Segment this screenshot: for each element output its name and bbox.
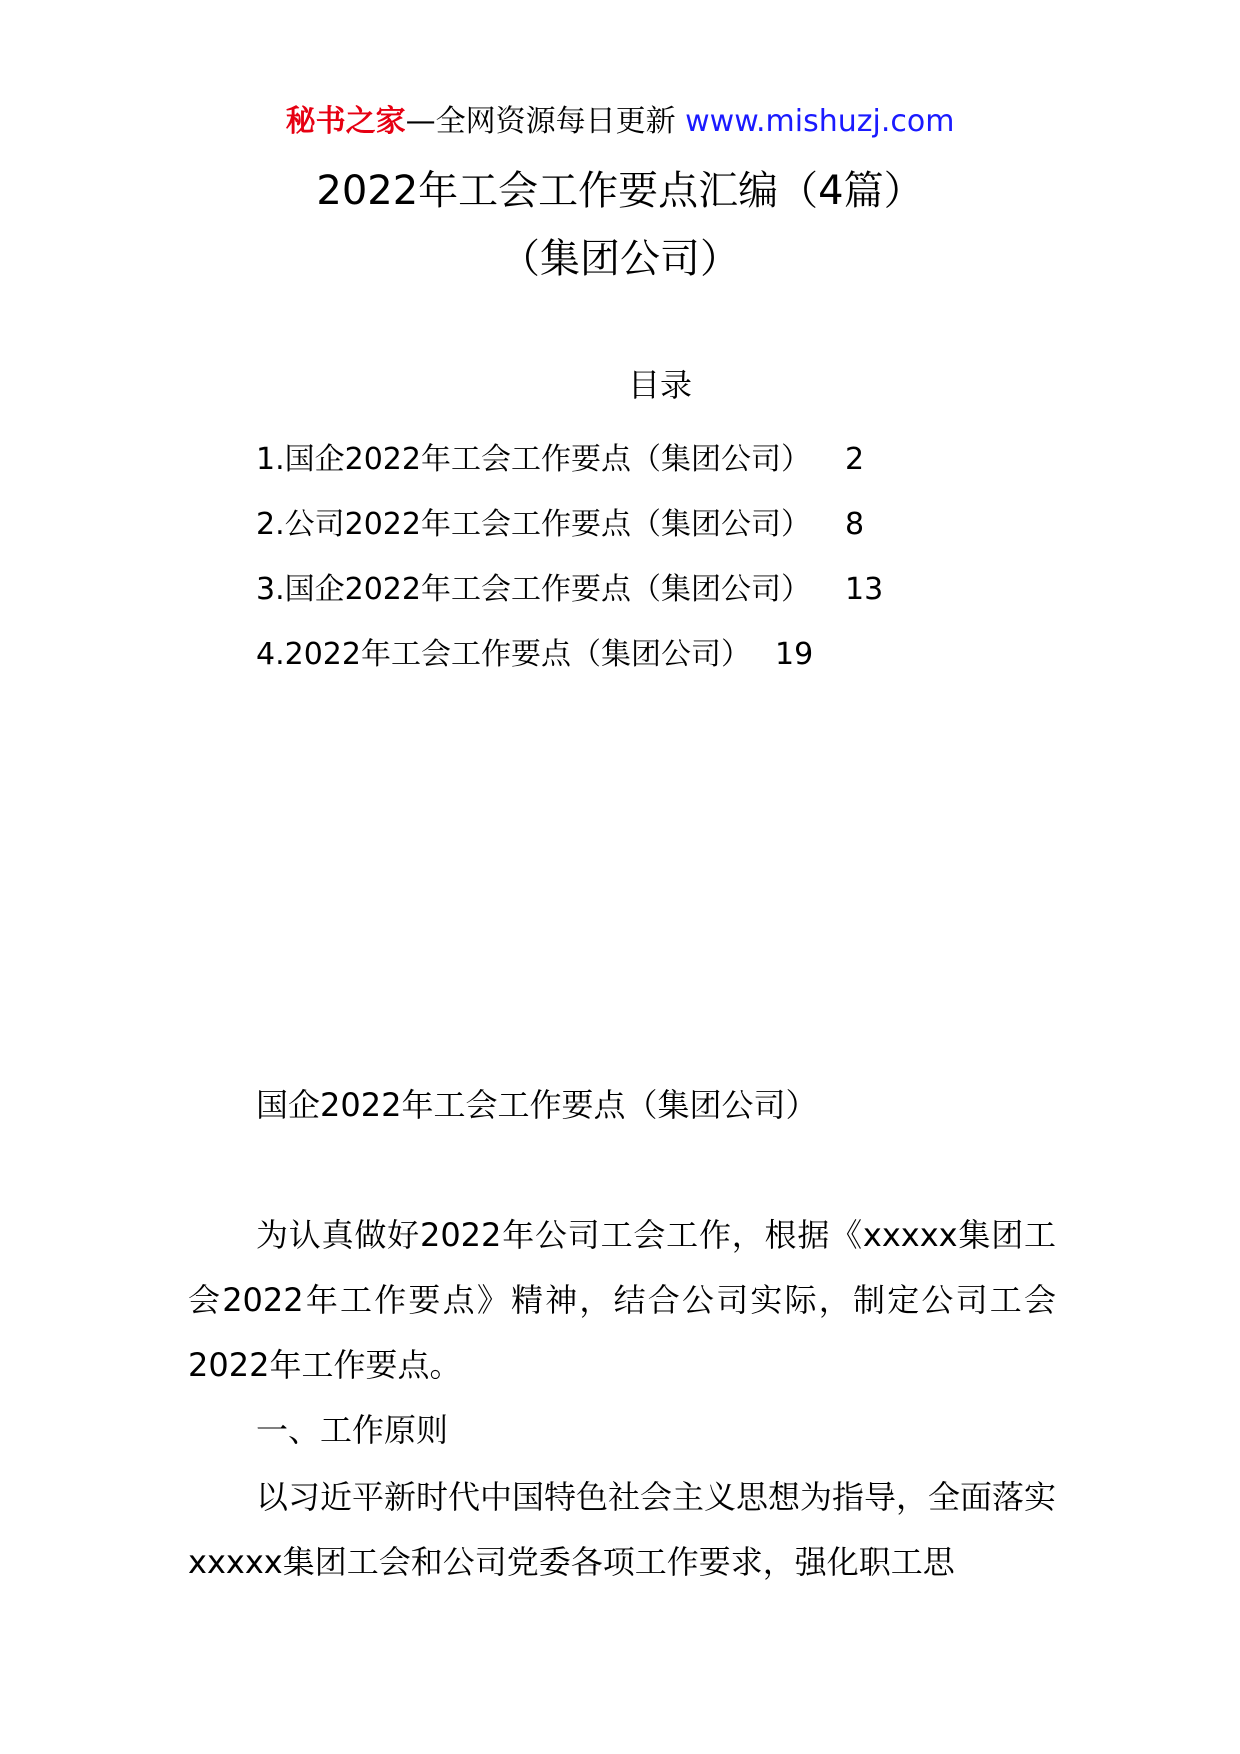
intro-paragraph: 为认真做好2022年公司工会工作，根据《xxxxx集团工会2022年工作要点》精神，结合公司实际，制定公司工会2022年工作要点。: [188, 1216, 1056, 1384]
section-heading-principles: 一、工作原则: [256, 1411, 449, 1449]
site-header: [0, 100, 1240, 144]
toc-item-2[interactable]: [256, 493, 1056, 558]
toc-item-label: 4.2022年工会工作要点（集团公司）: [256, 637, 751, 672]
toc-item-page: 19: [774, 637, 814, 672]
toc-item-label: 2.公司2022年工会工作要点（集团公司）: [256, 507, 811, 542]
toc-item-page: 8: [844, 507, 865, 542]
document-subtitle: （集团公司）: [500, 236, 740, 282]
toc-item-4[interactable]: [256, 623, 1056, 688]
toc-item-label: 1.国企2022年工会工作要点（集团公司）: [256, 442, 811, 477]
principle-paragraph: 以习近平新时代中国特色社会主义思想为指导，全面落实xxxxx集团工会和公司党委各项工作要求，强化职工思: [188, 1478, 1057, 1581]
toc-heading: 目录: [627, 366, 692, 404]
toc-item-page: 13: [844, 572, 884, 607]
site-url-link[interactable]: www.mishuzj.com: [685, 104, 955, 139]
document-title: 2022年工会工作要点汇编（4篇）: [316, 168, 924, 214]
section-title: 国企2022年工会工作要点（集团公司）: [256, 1086, 818, 1124]
table-of-contents: [256, 428, 1056, 688]
header-slogan: —全网资源每日更新: [405, 104, 686, 139]
toc-item-1[interactable]: [256, 428, 1056, 493]
toc-item-label: 3.国企2022年工会工作要点（集团公司）: [256, 572, 811, 607]
brand-name: 秘书之家: [285, 104, 406, 139]
toc-item-3[interactable]: [256, 558, 1056, 623]
toc-item-page: 2: [844, 442, 865, 477]
